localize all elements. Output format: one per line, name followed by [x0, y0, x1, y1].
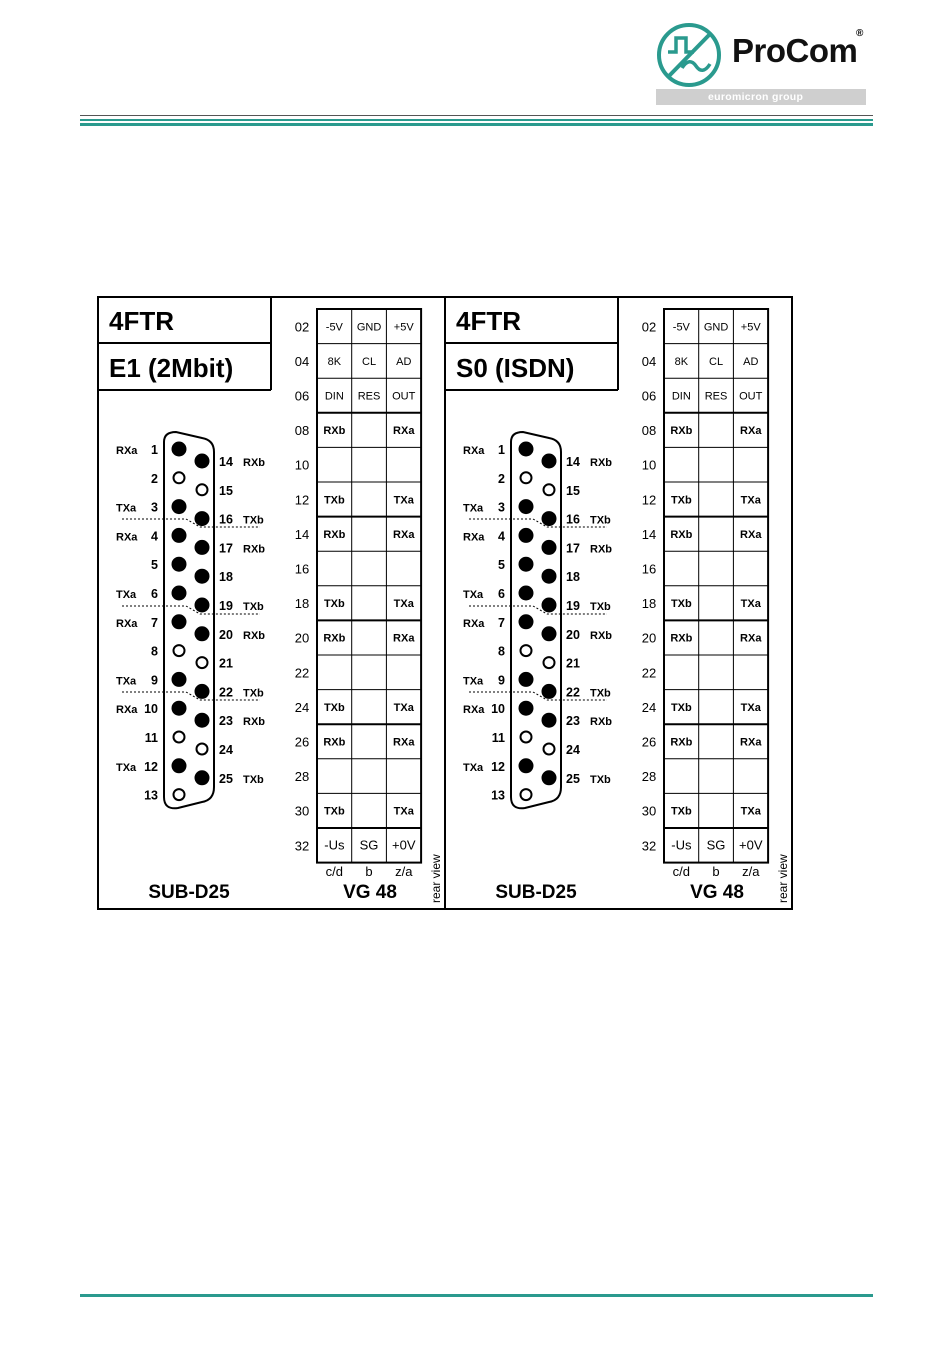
interface-name: E1 (2Mbit) [109, 353, 234, 383]
vg48-column-label: z/a [742, 864, 760, 879]
vg48-column-label: c/d [325, 864, 344, 879]
vg48-cell: 8K [674, 355, 689, 368]
vg48-row-number: 10 [294, 457, 310, 473]
subd-pin-number: 20 [219, 627, 233, 642]
subd-pin-number: 10 [491, 702, 505, 717]
vg48-row-number: 16 [641, 561, 657, 577]
subd-pin-number: 15 [566, 483, 580, 498]
channel-separator [122, 606, 260, 614]
vg48-cell: RXb [323, 632, 346, 645]
subd-pin-10 [173, 702, 186, 715]
subd-pin-signal: TXb [590, 601, 611, 613]
subd-pin-15 [197, 484, 208, 495]
vg48-cell: SG [359, 837, 379, 853]
subd-pin-7 [173, 615, 186, 628]
vg48-cell: TXb [323, 805, 345, 818]
subd-pin-9 [173, 673, 186, 686]
subd-pin-6 [520, 587, 533, 600]
subd-pin-number: 23 [219, 714, 233, 729]
vg48-column-label: c/d [672, 864, 691, 879]
vg48-cell: RXb [323, 736, 346, 749]
subd-pin-number: 22 [566, 685, 580, 700]
vg48-row-number: 22 [294, 665, 310, 681]
subd-pin-20 [196, 627, 209, 640]
subd-pin-signal: RXa [463, 531, 485, 544]
subd-pin-signal: TXb [590, 687, 611, 700]
subd-pin-number: 5 [151, 558, 158, 573]
vg48-row-number: 06 [641, 388, 657, 404]
vg48-caption: VG 48 [690, 882, 744, 903]
channel-separator [122, 692, 260, 700]
subd-pin-22 [543, 685, 556, 698]
vg48-cell: +0V [739, 837, 763, 853]
subd-pin-number: 22 [219, 685, 233, 700]
interface-name: S0 (ISDN) [456, 353, 575, 383]
subd-pin-signal: TXa [116, 675, 137, 688]
subd-pin-signal: TXa [116, 502, 137, 515]
vg48-cell: RXb [670, 632, 693, 645]
subd-pin-8 [174, 645, 185, 656]
vg48-cell: DIN [324, 390, 344, 403]
vg48-cell: TXa [393, 494, 414, 507]
vg48-row-number: 18 [294, 596, 310, 612]
vg48-cell: TXb [323, 598, 345, 611]
channel-separator [469, 606, 607, 614]
subd-pin-number: 6 [498, 587, 505, 601]
vg48-cell: RXa [393, 736, 415, 749]
vg48-cell: +0V [392, 837, 416, 853]
vg48-column-label: z/a [395, 864, 413, 879]
vg48-row-number: 02 [641, 319, 657, 335]
subd-pin-18 [196, 570, 209, 583]
subd-pin-12 [520, 759, 533, 772]
vg48-row-number: 20 [641, 630, 657, 646]
vg48-cell: 8K [327, 355, 342, 368]
subd-pin-signal: RXa [116, 617, 138, 630]
vg48-cell: RXa [740, 632, 762, 645]
vg48-row-number: 20 [294, 630, 310, 646]
subd-pin-number: 2 [151, 471, 158, 486]
subd-pin-number: 19 [566, 599, 580, 613]
subd-pin-4 [173, 529, 186, 542]
subd-pin-number: 10 [144, 702, 158, 717]
vg48-cell: RXb [670, 425, 693, 438]
subd-pin-number: 11 [144, 731, 158, 745]
subd-pin-11 [521, 732, 532, 743]
subd-pin-number: 18 [219, 570, 233, 585]
subd-pin-6 [173, 587, 186, 600]
vg48-column-label: b [712, 864, 720, 879]
vg48-cell: RES [357, 390, 381, 403]
subd25-caption: SUB-D25 [495, 882, 577, 903]
subd-pin-signal: TXa [463, 502, 484, 515]
subd-pin-signal: TXb [243, 687, 264, 700]
subd-pin-number: 17 [566, 541, 580, 556]
subd-pin-22 [196, 685, 209, 698]
vg48-row-number: 32 [641, 838, 657, 854]
subd-pin-signal: TXa [116, 589, 137, 601]
vg48-cell: DIN [671, 390, 691, 403]
subd-pin-signal: TXa [463, 761, 484, 774]
vg48-row-number: 14 [641, 526, 657, 542]
vg48-cell: +5V [393, 321, 414, 334]
subd-pin-signal: RXa [463, 617, 485, 630]
vg48-cell: TXa [740, 494, 761, 507]
subd-pin-11 [174, 732, 185, 743]
subd-pin-number: 4 [498, 529, 505, 544]
subd-pin-23 [543, 714, 556, 727]
subd-pin-number: 1 [151, 443, 158, 457]
subd-pin-13 [521, 789, 532, 800]
subd-pin-13 [174, 789, 185, 800]
subd-pin-2 [174, 472, 185, 483]
subd-pin-signal: TXa [116, 761, 137, 774]
subd-pin-number: 16 [219, 512, 233, 527]
subd-pin-signal: RXb [243, 543, 265, 556]
subd-pin-signal: TXb [243, 601, 264, 613]
subd-pin-number: 6 [151, 587, 158, 601]
vg48-row-number: 26 [294, 734, 310, 750]
subd-pin-signal: TXa [463, 589, 484, 601]
subd-pin-signal: RXb [590, 716, 612, 729]
subd-pin-2 [521, 472, 532, 483]
vg48-row-number: 30 [294, 803, 310, 819]
subd-pin-number: 15 [219, 483, 233, 498]
subd-pin-15 [544, 484, 555, 495]
subd-pin-10 [520, 702, 533, 715]
registered-mark: ® [856, 28, 864, 39]
subd-pin-number: 3 [498, 500, 505, 515]
subd-pin-signal: TXa [463, 675, 484, 688]
brand-name: ProCom [732, 32, 858, 69]
subd-pin-number: 5 [498, 558, 505, 573]
subd-pin-number: 20 [566, 627, 580, 642]
subd-pin-signal: RXa [116, 531, 138, 544]
vg48-row-number: 32 [294, 838, 310, 854]
vg48-row-number: 08 [294, 423, 310, 439]
subd-pin-1 [173, 443, 186, 456]
subd-pin-signal: RXb [590, 629, 612, 642]
vg48-column-label: b [365, 864, 373, 879]
subd-pin-5 [520, 558, 533, 571]
vg48-cell: RXa [740, 528, 762, 541]
subd-pin-number: 14 [566, 455, 580, 469]
subd-pin-number: 23 [566, 714, 580, 729]
vg48-row-number: 02 [294, 319, 310, 335]
vg48-cell: GND [703, 321, 729, 334]
vg48-cell: TXa [393, 701, 414, 714]
subd-pin-signal: RXa [116, 445, 138, 457]
vg48-row-number: 12 [294, 492, 310, 508]
vg48-row-number: 14 [294, 526, 310, 542]
vg48-cell: TXb [323, 701, 345, 714]
subd-pin-17 [543, 541, 556, 554]
vg48-cell: TXb [670, 598, 692, 611]
subd-pin-number: 9 [498, 673, 505, 688]
vg48-cell: RXb [670, 528, 693, 541]
vg48-cell: -5V [672, 321, 690, 334]
vg48-cell: TXa [740, 805, 761, 818]
subd-pin-19 [543, 599, 556, 612]
vg48-caption: VG 48 [343, 882, 397, 903]
subd-pin-number: 13 [144, 788, 158, 803]
rear-view-note: rear view [429, 854, 443, 903]
vg48-row-number: 28 [294, 769, 310, 785]
subd-pin-signal: RXb [243, 629, 265, 642]
subd-pin-17 [196, 541, 209, 554]
vg48-row-number: 12 [641, 492, 657, 508]
brand-group-banner: euromicron group [656, 89, 866, 105]
subd-pin-number: 12 [491, 759, 505, 774]
vg48-row-number: 26 [641, 734, 657, 750]
subd25-caption: SUB-D25 [148, 882, 230, 903]
subd-pin-3 [173, 500, 186, 513]
vg48-cell: +5V [740, 321, 761, 334]
vg48-cell: TXb [670, 701, 692, 714]
subd-pin-signal: TXb [590, 773, 611, 786]
subd-pin-number: 9 [151, 673, 158, 688]
vg48-cell: RXa [393, 528, 415, 541]
rear-view-note: rear view [776, 854, 790, 903]
subd-pin-number: 18 [566, 570, 580, 585]
subd-pin-20 [543, 627, 556, 640]
subd-pin-14 [543, 455, 556, 468]
subd-pin-number: 7 [151, 615, 158, 630]
vg48-row-number: 16 [294, 561, 310, 577]
vg48-cell: OUT [392, 390, 416, 403]
vg48-cell: AD [396, 355, 412, 368]
subd-pin-number: 7 [498, 615, 505, 630]
vg48-row-number: 30 [641, 803, 657, 819]
channel-separator [122, 519, 260, 527]
subd-pin-24 [544, 744, 555, 755]
vg48-row-number: 08 [641, 423, 657, 439]
subd-pin-16 [543, 512, 556, 525]
subd-pin-number: 8 [498, 644, 505, 659]
subd-pin-24 [197, 744, 208, 755]
vg48-row-number: 24 [294, 699, 310, 715]
subd-pin-18 [543, 570, 556, 583]
vg48-row-number: 22 [641, 665, 657, 681]
subd-pin-1 [520, 443, 533, 456]
subd-pin-21 [544, 657, 555, 668]
vg48-cell: SG [706, 837, 726, 853]
subd-pin-25 [196, 771, 209, 784]
subd-pin-number: 4 [151, 529, 158, 544]
subd-pin-23 [196, 714, 209, 727]
subd-pin-signal: RXa [116, 704, 138, 717]
subd-pin-signal: RXb [243, 716, 265, 729]
vg48-cell: CL [709, 355, 724, 368]
vg48-cell: TXa [740, 598, 761, 611]
subd-pin-number: 21 [566, 656, 580, 671]
vg48-row-number: 04 [294, 353, 310, 369]
subd-pin-8 [521, 645, 532, 656]
vg48-row-number: 06 [294, 388, 310, 404]
vg48-row-number: 24 [641, 699, 657, 715]
subd-pin-3 [520, 500, 533, 513]
vg48-cell: CL [362, 355, 377, 368]
subd-pin-number: 19 [219, 599, 233, 613]
vg48-cell: -Us [671, 837, 692, 853]
subd-pin-number: 25 [566, 771, 580, 786]
vg48-cell: TXb [323, 494, 345, 507]
vg48-cell: RXb [323, 528, 346, 541]
subd-pin-4 [520, 529, 533, 542]
subd-pin-signal: TXb [590, 514, 611, 527]
subd-pin-19 [196, 599, 209, 612]
subd-pin-number: 3 [151, 500, 158, 515]
subd-pin-21 [197, 657, 208, 668]
subd-pin-signal: TXb [243, 514, 264, 527]
subd-pin-number: 13 [491, 788, 505, 803]
vg48-cell: GND [356, 321, 382, 334]
vg48-cell: TXb [670, 494, 692, 507]
subd-pin-number: 17 [219, 541, 233, 556]
vg48-cell: RXa [740, 736, 762, 749]
subd-pin-signal: RXa [463, 704, 485, 717]
subd-pin-7 [520, 615, 533, 628]
subd-pin-number: 12 [144, 759, 158, 774]
subd-pin-number: 14 [219, 455, 233, 469]
subd-pin-number: 24 [566, 743, 580, 757]
subd-pin-number: 25 [219, 771, 233, 786]
vg48-cell: RXa [393, 632, 415, 645]
vg48-cell: TXa [740, 701, 761, 714]
vg48-row-number: 10 [641, 457, 657, 473]
subd-pin-5 [173, 558, 186, 571]
subd-pin-number: 8 [151, 644, 158, 659]
subd-pin-signal: RXb [590, 543, 612, 556]
vg48-row-number: 04 [641, 353, 657, 369]
vg48-cell: RXb [670, 736, 693, 749]
vg48-cell: RES [704, 390, 728, 403]
subd-pin-number: 24 [219, 743, 233, 757]
vg48-row-number: 18 [641, 596, 657, 612]
vg48-cell: -Us [324, 837, 345, 853]
vg48-cell: AD [743, 355, 759, 368]
channel-separator [469, 692, 607, 700]
vg48-cell: OUT [739, 390, 763, 403]
subd-pin-number: 11 [491, 731, 505, 745]
subd-pin-16 [196, 512, 209, 525]
subd-pin-signal: RXb [243, 457, 265, 469]
footer-rule [80, 1294, 873, 1297]
subd-pin-signal: RXa [463, 445, 485, 457]
subd-pin-number: 16 [566, 512, 580, 527]
subd-pin-number: 21 [219, 656, 233, 671]
subd-pin-number: 1 [498, 443, 505, 457]
vg48-cell: -5V [325, 321, 343, 334]
subd-pin-number: 2 [498, 471, 505, 486]
vg48-row-number: 28 [641, 769, 657, 785]
subd-pin-12 [173, 759, 186, 772]
subd-pin-14 [196, 455, 209, 468]
channel-separator [469, 519, 607, 527]
vg48-cell: TXa [393, 805, 414, 818]
vg48-cell: RXa [393, 425, 415, 438]
vg48-cell: RXa [740, 425, 762, 438]
subd-pin-9 [520, 673, 533, 686]
module-name: 4FTR [456, 306, 521, 336]
subd-pin-25 [543, 771, 556, 784]
subd-pin-signal: RXb [590, 457, 612, 469]
subd-pin-signal: TXb [243, 773, 264, 786]
vg48-cell: TXa [393, 598, 414, 611]
vg48-cell: RXb [323, 425, 346, 438]
vg48-cell: TXb [670, 805, 692, 818]
module-name: 4FTR [109, 306, 174, 336]
